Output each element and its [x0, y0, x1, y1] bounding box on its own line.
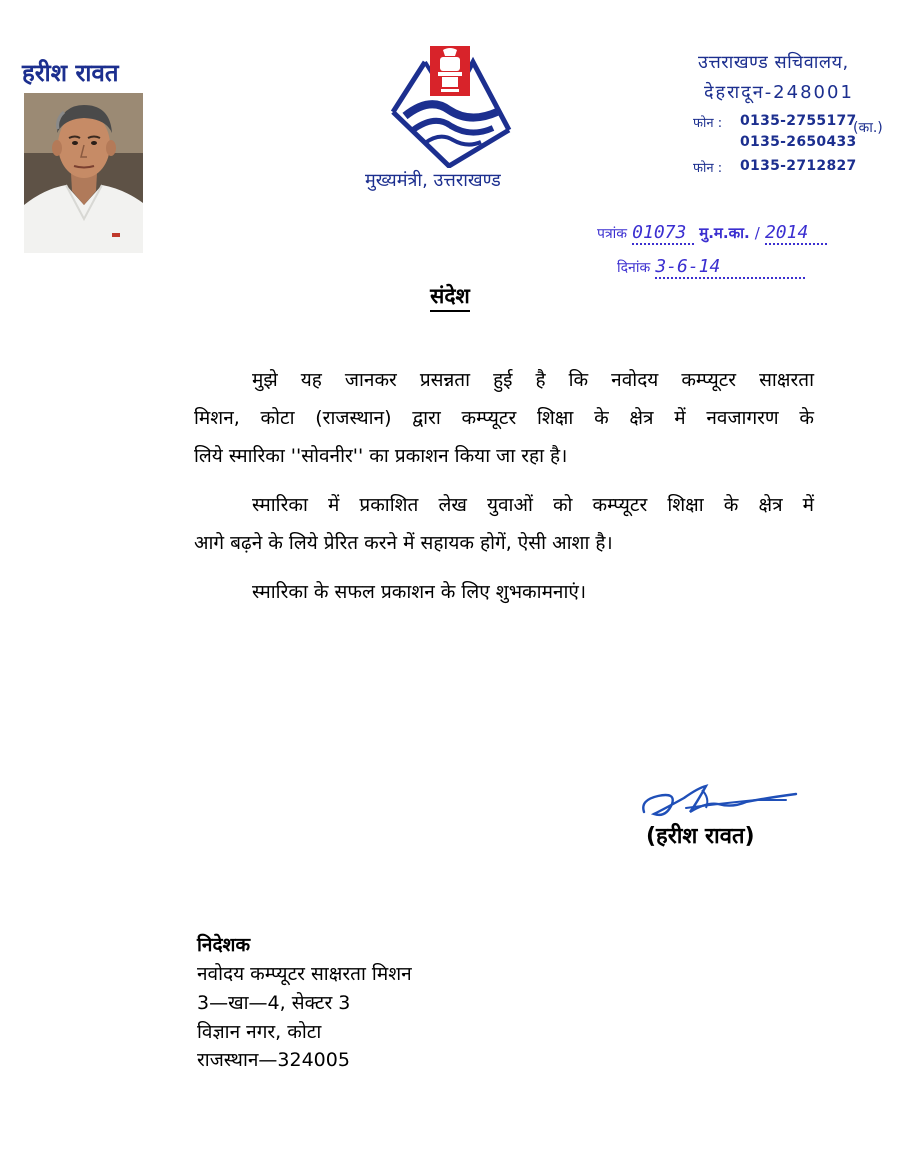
phone-number-2: 0135-2650433: [740, 134, 857, 150]
address-line-2: देहरादून-248001: [704, 82, 854, 103]
addressee-line-3: विज्ञान नगर, कोटा: [197, 1021, 322, 1043]
sender-name: हरीश रावत: [22, 59, 119, 87]
paragraph-line: स्मारिका में प्रकाशित लेख युवाओं को कम्प्यूटर शिक्षा के क्षेत्र में: [252, 494, 814, 516]
date-label: दिनांक: [617, 260, 651, 276]
paragraph-line: मिशन, कोटा (राजस्थान) द्वारा कम्प्यूटर शिक्षा के क्षेत्र में नवजागरण के: [194, 407, 814, 429]
signatory-name: (हरीश रावत): [646, 824, 755, 849]
addressee-line-1: नवोदय कम्प्यूटर साक्षरता मिशन: [197, 963, 412, 985]
portrait-photo: [24, 93, 143, 253]
reference-prefix: पत्रांक: [597, 226, 628, 242]
paragraph-line: स्मारिका के सफल प्रकाशन के लिए शुभकामनाएं।: [252, 581, 587, 603]
paragraph-line: लिये स्मारिका ''सोवनीर'' का प्रकाशन किया जा रहा है।: [194, 445, 568, 467]
paragraph-line: आगे बढ़ने के लिये प्रेरित करने में सहायक होगें, ऐसी आशा है।: [194, 532, 613, 554]
reference-number: 01073: [632, 222, 694, 245]
addressee-line-4: राजस्थान—324005: [197, 1049, 350, 1071]
date-stamp: [617, 256, 805, 279]
paragraph-line: मुझे यह जानकर प्रसन्नता हुई है कि नवोदय कम्प्यूटर साक्षरता: [252, 369, 814, 391]
reference-stamp: पत्रांक 01073 मु.म.का. / 2014: [597, 222, 827, 245]
phone-note: (का.): [853, 120, 883, 136]
date-value: 3-6-14: [655, 256, 805, 279]
addressee-title: निदेशक: [197, 934, 251, 956]
subject-heading: संदेश: [430, 284, 470, 312]
paragraph-3: [194, 573, 814, 611]
addressee-line-2: 3—खा—4, सेक्टर 3: [197, 992, 351, 1014]
phone-number-1: 0135-2755177: [740, 113, 857, 129]
paragraph-2: [194, 486, 814, 562]
paragraph-1: [194, 361, 814, 475]
phone-label: फोन :: [693, 116, 723, 131]
letter-subject: [0, 282, 900, 310]
phone-number-3: 0135-2712827: [740, 158, 857, 174]
phone-label: फोन :: [693, 161, 723, 176]
uttarakhand-emblem-icon: [385, 40, 515, 168]
reference-office-code: मु.म.का.: [699, 224, 750, 242]
office-title: मुख्यमंत्री, उत्तराखण्ड: [365, 170, 501, 191]
reference-year: 2014: [765, 222, 827, 245]
address-line-1: उत्तराखण्ड सचिवालय,: [698, 52, 849, 73]
